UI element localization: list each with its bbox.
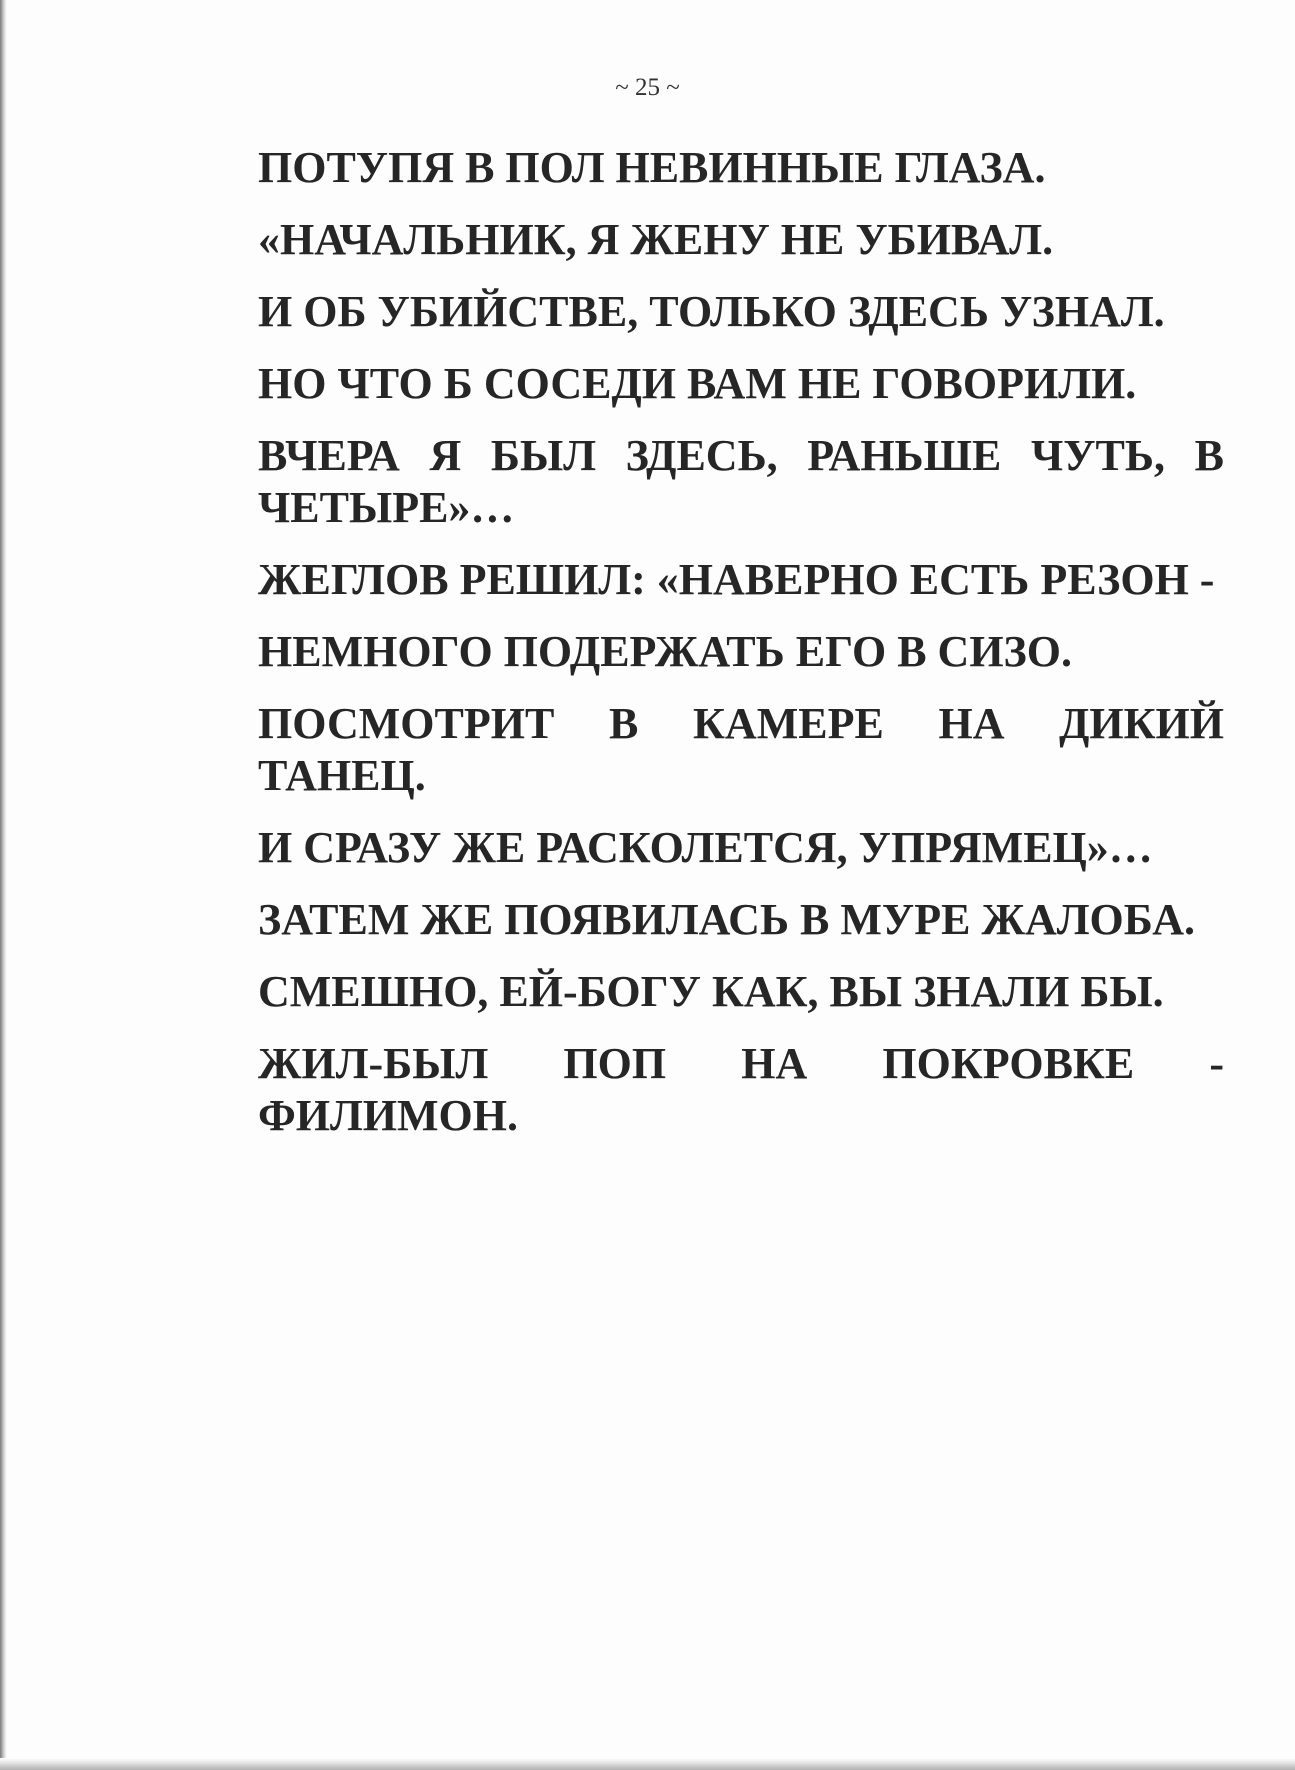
page-number: ~ 25 ~ — [615, 74, 680, 101]
verse-line: ПОСМОТРИТ В КАМЕРЕ НА ДИКИЙ ТАНЕЦ. — [258, 699, 1224, 800]
verse-line: И СРАЗУ ЖЕ РАСКОЛЕТСЯ, УПРЯМЕЦ»… — [258, 823, 1153, 872]
verse-line: ЖЕГЛОВ РЕШИЛ: «НАВЕРНО ЕСТЬ РЕЗОН - — [258, 555, 1215, 604]
verse-line: ПОТУПЯ В ПОЛ НЕВИННЫЕ ГЛАЗА. — [258, 143, 1046, 192]
verse-line: «НАЧАЛЬНИК, Я ЖЕНУ НЕ УБИВАЛ. — [258, 215, 1054, 264]
scan-edge-left — [0, 0, 7, 1770]
verse-line: НЕМНОГО ПОДЕРЖАТЬ ЕГО В СИЗО. — [258, 627, 1072, 676]
verse-line: И ОБ УБИЙСТВЕ, ТОЛЬКО ЗДЕСЬ УЗНАЛ. — [258, 287, 1165, 336]
poem-text — [258, 142, 1224, 1162]
verse-line: ЗАТЕМ ЖЕ ПОЯВИЛАСЬ В МУРЕ ЖАЛОБА. — [258, 895, 1196, 944]
verse-line: НО ЧТО Б СОСЕДИ ВАМ НЕ ГОВОРИЛИ. — [258, 359, 1137, 408]
verse-line: ВЧЕРА Я БЫЛ ЗДЕСЬ, РАНЬШЕ ЧУТЬ, В ЧЕТЫРЕ»… — [258, 431, 1224, 532]
verse-line: ЖИЛ-БЫЛ ПОП НА ПОКРОВКЕ - ФИЛИМОН. — [258, 1039, 1224, 1140]
scan-edge-bottom — [0, 1758, 1295, 1770]
verse-line: СМЕШНО, ЕЙ-БОГУ КАК, ВЫ ЗНАЛИ БЫ. — [258, 967, 1164, 1016]
